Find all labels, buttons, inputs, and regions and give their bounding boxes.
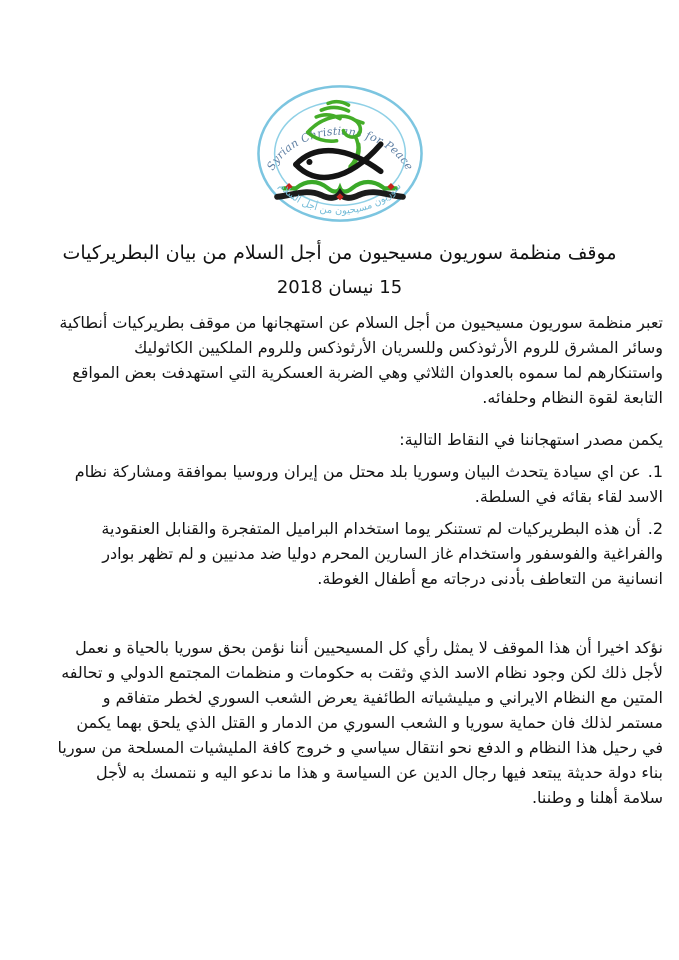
paragraph-conclusion: نؤكد اخيرا أن هذا الموقف لا يمثل رأي كل المسيحيين أننا نؤمن بحق سوريا بالحياة و نعمل لأجل ذلك لكن وجود نظام الاسد الذي وثقت به حكومات و منظمات المجتمع الدولي و تحالفه المتين مع النظام الايراني و ميليشياته الطائفية يعرض الشعب السوري لخطر متفاقم و مستمر لذلك فان حماية سوريا و الشعب السوري من الدمار و القتل الذي يلحق بهما يكمن في رحيل هذا النظام و الدفع نحو انتقال سياسي و خروج كافة المليشيات المسلحة من سوريا بناء دولة حديثة يبتعد فيها رجال الدين عن السياسة و هذا ما ندعو اليه و نتمسك به لأجل سلامة أهلنا و وطننا. xyxy=(57,638,663,807)
document-body xyxy=(0,238,679,810)
fish-icon xyxy=(295,144,380,177)
list-item-2 xyxy=(57,516,663,591)
doc-date: 15 نيسان 2018 xyxy=(276,277,403,298)
list-item-1 xyxy=(57,459,663,509)
logo-english-name-text: Syrian Christians for Peace xyxy=(263,124,416,173)
numbered-list xyxy=(0,459,679,591)
item-text: عن اي سيادة يتحدث البيان وسوريا بلد محتل من إيران وروسيا بموافقة ومشاركة نظام الاسد لقاء بقائه في السلطة. xyxy=(74,462,663,506)
item-number: 2. xyxy=(647,519,663,538)
logo-english-name xyxy=(264,125,416,173)
logo-arabic-name-text: سوريون مسيحيون من أجل السلام xyxy=(275,181,404,217)
item-text: أن هذه البطريركيات لم تستنكر يوما استخدام البراميل المتفجرة والقنابل العنقودية والفراغية والفوسفور واستخدام غاز السارين المحرم دوليا ضد مدنيين و لم تظهر بوادر انسانية من التعاطف بأدنى درجاته مع أطفال الغوطة. xyxy=(101,519,663,588)
item-number: 1. xyxy=(647,462,663,481)
org-logo-graphic xyxy=(255,83,425,224)
org-logo xyxy=(0,0,679,228)
page-title: موقف منظمة سوريون مسيحيون من أجل السلام من بيان البطريركيات xyxy=(62,242,617,264)
list-intro: يكمن مصدر استهجاننا في النقاط التالية: xyxy=(399,430,663,449)
paragraph-position: تعبر منظمة سوريون مسيحيون من أجل السلام عن استهجانها من موقف بطريركيات أنطاكية وسائر المشرق للروم الأرثوذكس وللسريان الأرثوذكس وللروم الملكيين الكاثوليك واستنكارهم لما سموه بالعدوان الثلاثي وهي الضربة العسكرية التي استهدفت بعض المواقع التابعة لقوة النظام وحلفائه. xyxy=(59,313,663,407)
